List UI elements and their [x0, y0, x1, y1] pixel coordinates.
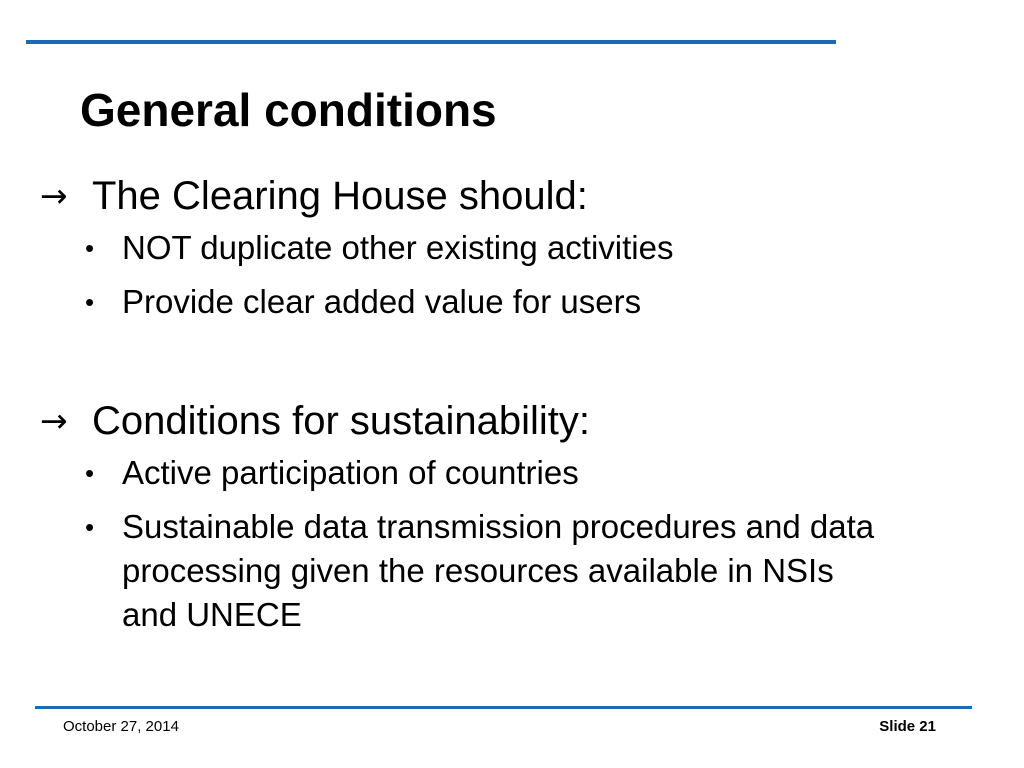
- slide-number: Slide 21: [879, 718, 936, 735]
- list-item: [40, 280, 1000, 324]
- right-arrow-icon: →: [40, 176, 68, 215]
- section-heading-text: The Clearing House should:: [92, 174, 588, 218]
- section-heading: [40, 168, 1000, 224]
- bullet-text: Sustainable data transmission procedures and data processing given the resources available in NSIs and UNECE: [122, 508, 875, 633]
- bullet-icon: •: [85, 512, 95, 542]
- bullet-text: NOT duplicate other existing activities: [122, 229, 674, 266]
- bullet-icon: •: [85, 458, 95, 488]
- bullet-list: [40, 451, 1000, 637]
- section-heading: [40, 393, 1000, 449]
- list-item: [40, 226, 1000, 270]
- list-item: [40, 505, 1000, 637]
- bottom-rule: [35, 706, 972, 709]
- bullet-icon: •: [85, 287, 95, 317]
- list-item: [40, 451, 1000, 495]
- bullet-icon: •: [85, 233, 95, 263]
- section-heading-text: Conditions for sustainability:: [92, 399, 591, 443]
- bullet-text: Active participation of countries: [122, 454, 579, 491]
- slide-title: General conditions: [80, 84, 497, 136]
- section-clearing-house: [40, 168, 1000, 334]
- bullet-text: Provide clear added value for users: [122, 283, 642, 320]
- section-sustainability: [40, 393, 1000, 647]
- bullet-list: [40, 226, 1000, 324]
- right-arrow-icon: →: [40, 401, 68, 440]
- top-rule: [26, 40, 836, 44]
- footer-date: October 27, 2014: [63, 718, 179, 735]
